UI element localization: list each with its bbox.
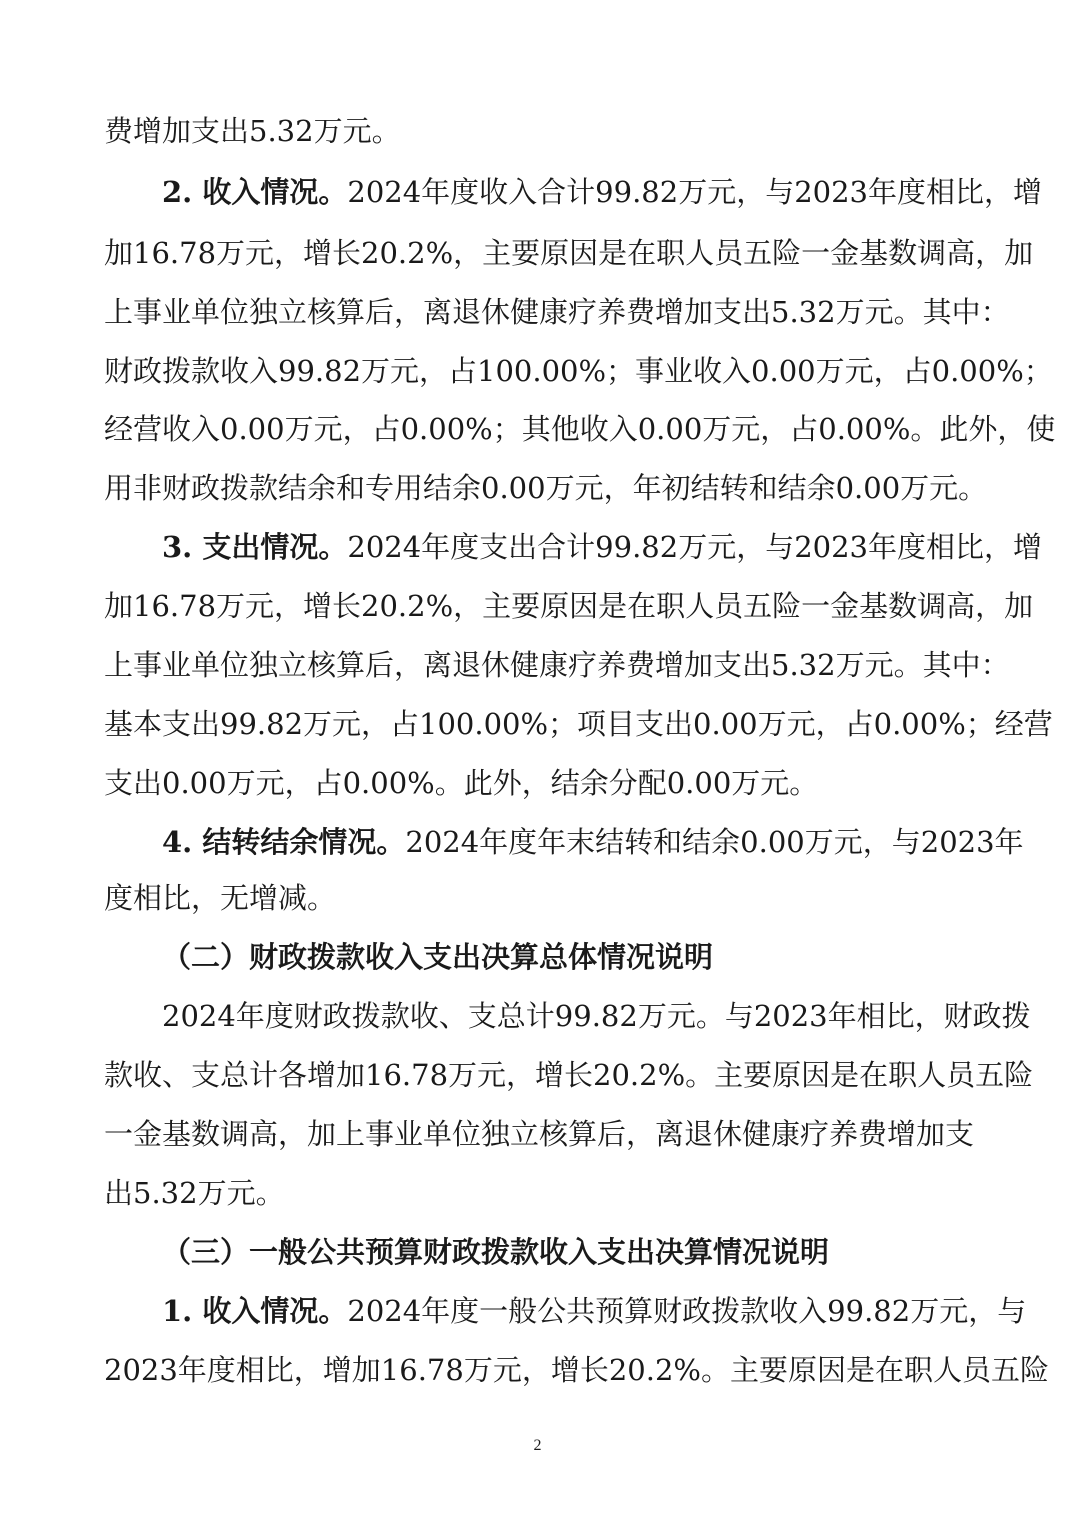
paragraph-line: 款收、支总计各增加16.78万元，增长20.2%。主要原因是在职人员五险 xyxy=(104,1058,1034,1092)
paragraph-line: 用非财政拨款结余和专用结余0.00万元，年初结转和结余0.00万元。 xyxy=(104,471,988,505)
paragraph-line: 加16.78万元，增长20.2%，主要原因是在职人员五险一金基数调高，加 xyxy=(104,236,1034,270)
paragraph-line: 财政拨款收入99.82万元，占100.00%；事业收入0.00万元，占0.00%； xyxy=(104,354,1053,388)
paragraph-line xyxy=(162,527,1043,567)
section-lead: 3. 支出情况。 xyxy=(162,530,348,564)
paragraph-line: 加16.78万元，增长20.2%，主要原因是在职人员五险一金基数调高，加 xyxy=(104,589,1034,623)
paragraph-line: 上事业单位独立核算后，离退休健康疗养费增加支出5.32万元。其中： xyxy=(104,648,1010,682)
section-heading: （三）一般公共预算财政拨款收入支出决算情况说明 xyxy=(162,1235,830,1269)
paragraph-line: 基本支出99.82万元，占100.00%；项目支出0.00万元，占0.00%；经营 xyxy=(104,707,1053,741)
section-lead: 4. 结转结余情况。 xyxy=(162,825,406,859)
section-heading: （二）财政拨款收入支出决算总体情况说明 xyxy=(162,940,714,974)
paragraph-line: 经营收入0.00万元，占0.00%；其他收入0.00万元，占0.00%。此外，使 xyxy=(104,412,1056,446)
paragraph-line: 2023年度相比，增加16.78万元，增长20.2%。主要原因是在职人员五险 xyxy=(104,1353,1049,1387)
paragraph-line: 支出0.00万元，占0.00%。此外，结余分配0.00万元。 xyxy=(104,766,819,800)
paragraph-line: 一金基数调高，加上事业单位独立核算后，离退休健康疗养费增加支 xyxy=(104,1117,975,1151)
paragraph-line xyxy=(162,822,1024,862)
paragraph-text: 2024年度一般公共预算财政拨款收入99.82万元，与 xyxy=(347,1294,1027,1328)
paragraph-line: 出5.32万元。 xyxy=(104,1176,285,1210)
paragraph-line: 2024年度财政拨款收、支总计99.82万元。与2023年相比，财政拨 xyxy=(162,999,1031,1033)
paragraph-line xyxy=(162,1291,1027,1331)
paragraph-text: 2024年度支出合计99.82万元，与2023年度相比，增 xyxy=(347,530,1043,564)
section-lead: 1. 收入情况。 xyxy=(162,1294,348,1328)
page-number: 2 xyxy=(533,1437,542,1454)
paragraph-text: 2024年度收入合计99.82万元，与2023年度相比，增 xyxy=(347,175,1043,209)
paragraph-line: 上事业单位独立核算后，离退休健康疗养费增加支出5.32万元。其中： xyxy=(104,295,1010,329)
paragraph-line: 费增加支出5.32万元。 xyxy=(104,114,401,148)
paragraph-line xyxy=(162,172,1043,212)
paragraph-line: 度相比，无增减。 xyxy=(104,881,337,915)
paragraph-text: 2024年度年末结转和结余0.00万元，与2023年 xyxy=(405,825,1024,859)
section-lead: 2. 收入情况。 xyxy=(162,175,348,209)
